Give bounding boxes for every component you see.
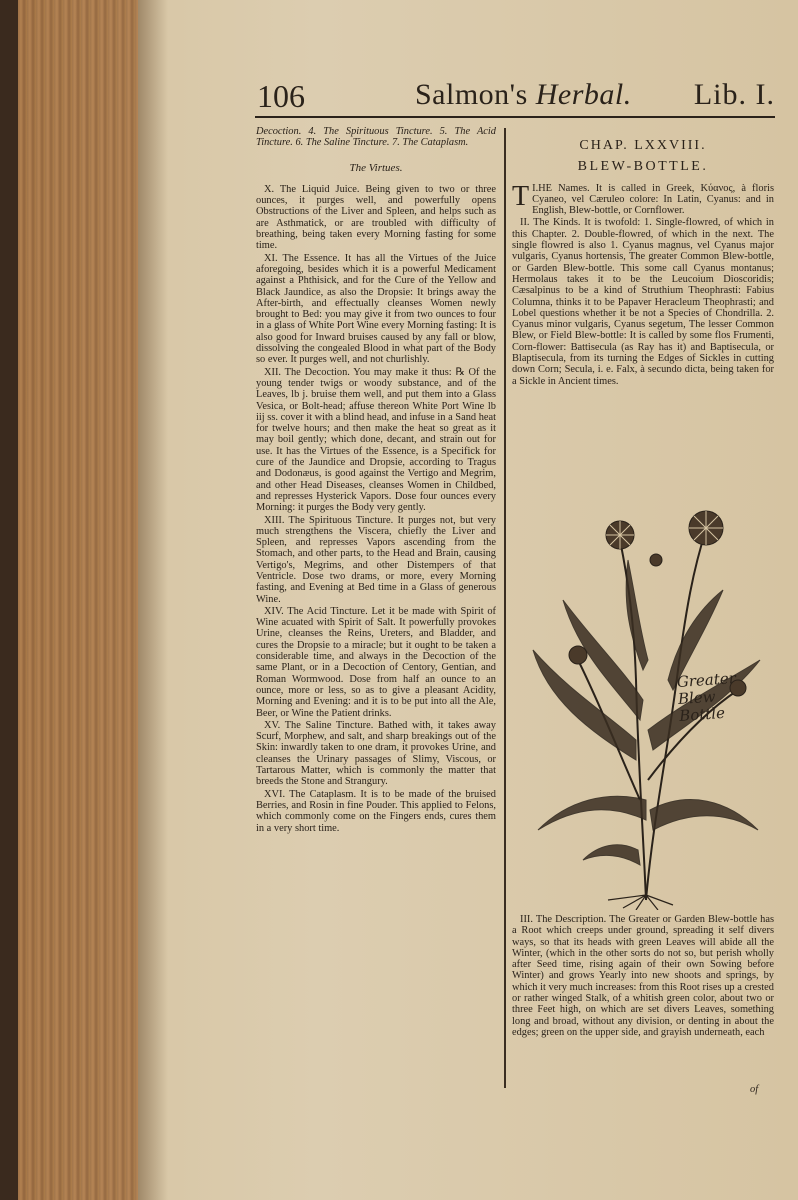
right-column-lower <box>512 914 774 1039</box>
virtues-heading: The Virtues. <box>349 161 403 174</box>
woodcut-caption-line-2: Blew <box>677 687 717 709</box>
blew-bottle-woodcut <box>528 500 764 910</box>
woodcut-flowers <box>569 511 746 696</box>
book-title <box>415 78 632 112</box>
left-column <box>256 126 496 835</box>
drop-cap: T <box>512 180 530 212</box>
page-number: 106 <box>257 78 305 114</box>
gutter-shadow <box>138 0 168 1200</box>
chapter-title: CHAP. LXXVIII. <box>579 138 707 153</box>
woodcut-caption-line-1: Greater <box>676 669 737 692</box>
book-title-italic: Herbal. <box>535 78 632 111</box>
paragraph-cataplasm: XVI. The Cataplasm. It is to be made of the bruised Berries, and Rosin in fine Pouder. This applied to Felons, which commonly come on the Fingers ends, cures them in a very short time. <box>256 788 496 834</box>
paragraph-saline-tincture: XV. The Saline Tincture. Bathed with, it takes away Scurf, Morphew, and salt, and sharp breakings out of the Skin: inwardly taken to one dram, it provokes Urine, and cleanses the Urinary passages of Slimy, Viscous, or Tartarous Matter, which is commonly the matter that breeds the Stone and Strangury. <box>256 719 496 788</box>
plant-name: BLEW-BOTTLE. <box>577 159 709 175</box>
paragraph-kinds: II. The Kinds. It is twofold: 1. Single-flowred, of which in this Chapter. 2. Double-flowred, of which in the next. The single flowred is also 1. Cyanus magnus, vel Cyanus major vulgaris, Cyanus hortensis, The greater Common Blew-bottle, or Garden Blew-bottle. This some call Cyanus montanus; Hermolaus takes it to be the Leucoium Dioscoridis; Cæsalpinus to be a kind of Struthium Theophrasti: Fabius Columna, thinks it to be Papaver Heracleum Theophrasti; and Lobel questions whether it be not a Species of Chondrilla. 2. Cyanus minor vulgaris, Cyanus segetum, The lesser Common Blew, or Field Blew-bottle: It is called by some flos Frumenti, Corn-flower: Battisecula (as Ray has it) and Baptisecula, or Blaptisecula, from its turning the Edges of Sickles in cutting down Corn; Secula, i. e. Falx, à secundo dicta, being taken for a Sickle in Ancient times. <box>512 217 774 387</box>
paragraph-description: III. The Description. The Greater or Garden Blew-bottle has a Root which creeps under ground, spreading it self divers ways, so that its heads with green Leaves will abide all the Winter, (which in the other sorts do not so, but perish wholly after Seed time, rising again of their own Sowing before Winter) and grows Yearly into new shoots and springs, by which it very much increases: from this Root rises up a crested or rather winged Stalk, of a whitish green color, about two or three Feet high, on which are set divers Leaves, something long and broad, without any division, or denting in about the edges; green on the upper side, and grayish underneath, each <box>512 914 774 1038</box>
names-numeral: I. <box>532 182 539 194</box>
column-divider <box>504 128 506 1088</box>
woodcut-caption <box>676 670 738 725</box>
paragraph-names <box>512 180 774 217</box>
paragraph-decoction: XII. The Decoction. You may make it thus: ℞ Of the young tender twigs or woody substance, and of the Leaves, lb j. bruise them well, and put them into a Glass Vesica, or Bolt-head; affuse thereon White Port Wine lb iij ss. cover it with a blind head, and infuse in a Sand heat for twelve hours; and then make the heat so great as it may boil gently; which done, decant, and strain out for use. It has the Virtues of the Essence, is a Specifick for cure of the Jaundice and Dropsie, according to Tragus and Dodonæus, is good against the Vertigo and Megrim, and other Head Diseases, cleanses Women in Childbed, and represses Hysterick Vapors. Dose four ounces every Morning: it purges the Body very gently. <box>256 366 496 514</box>
page-gutter <box>18 0 138 1200</box>
paragraph-liquid-juice: X. The Liquid Juice. Being given to two or three ounces, it purges well, and powerfully opens Obstructions of the Liver and Spleen, and helps such as are Asthmatick, or are troubled with difficulty of breathing, being taken every Morning fasting for some time. <box>256 183 496 252</box>
book-section: Lib. I. <box>693 78 775 111</box>
header-rule <box>255 116 775 118</box>
paragraph-acid-tincture: XIV. The Acid Tincture. Let it be made with Spirit of Wine acuated with Spirit of Salt. It powerfully provokes Urine, cleanses the Reins, Ureters, and Bladder, and cures the Dropsie to a miracle; but it ought to be taken a considerable time, and always in the Decoction of the same Plant, or in a Decoction of Centory, Gentian, and Roman Wormwood. Dose from half an ounce to an ounce, more or less, so as to give a pleasant Acidity, Morning and Evening: and it is to be put into all the Ale, Beer, or Wine the Patient drinks. <box>256 605 496 719</box>
paragraph-essence: XI. The Essence. It has all the Virtues of the Juice aforegoing, besides which it is a powerful Medicament against a Phthisick, and for the Cure of the Yellow and Black Jaundice, as also the Dropsie: It brings away the After-birth, and effectually cleanses Women newly brought to Bed: you may give it from two ounces to four in a glass of White Port Wine every Morning fasting: It is also good for Inward bruises caused by any fall or blow, dissolving the congealed Blood in what part of the Body so ever. It purges well, and not churlishly. <box>256 252 496 366</box>
woodcut-roots <box>608 895 673 910</box>
paragraph-spirituous-tincture: XIII. The Spirituous Tincture. It purges not, but very much strengthens the Viscera, chiefly the Liver and Spleen, and represses Vapors ascending from the Stomach, and other parts, to the Head and Brain, causing Vertigo's, Megrims, and other Distempers of that Ventricle. Dose two drams, or more, every Morning fasting, and Evening at Bed time in a Glass of generous Wine. <box>256 514 496 605</box>
right-column <box>512 140 774 388</box>
book-title-prefix: Salmon's <box>415 78 536 111</box>
catchword: of <box>750 1084 759 1095</box>
running-head <box>255 70 775 122</box>
woodcut-caption-line-3: Bottle <box>678 703 726 725</box>
names-text: HE Names. It is called in Greek, Κύανος, à floris Cyaneo, vel Cæruleo colore: In Latin, Cyanus: and in English, Blew-bottle, or Cornflower. <box>532 182 774 217</box>
left-intro: Decoction. 4. The Spirituous Tincture. 5. The Acid Tincture. 6. The Saline Tincture. 7. The Cataplasm. <box>256 126 496 149</box>
